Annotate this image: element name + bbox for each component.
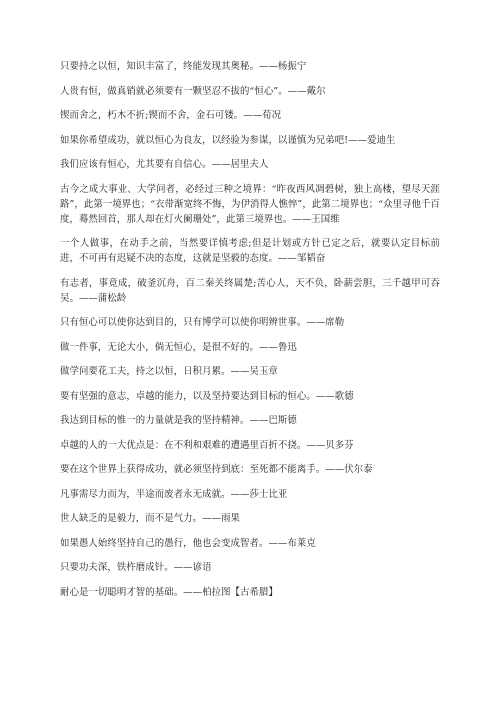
quote-paragraph: 耐心是一切聪明才智的基础。——柏拉图【古希腊】 bbox=[60, 586, 278, 598]
quote-paragraph: 做学问要花工夫，持之以恒，日积月累。——吴玉章 bbox=[60, 366, 278, 377]
quote-paragraph: 只要功夫深，铁杵磨成针。——谚语 bbox=[60, 562, 212, 573]
quote-paragraph: 有志者，事竟成，破釜沉舟，百二秦关终属楚;苦心人，天不负，卧薪尝胆，三千越甲可吞吴。——蒲松龄 bbox=[60, 277, 440, 304]
quote-paragraph: 要有坚强的意志，卓越的能力，以及坚持要达到目标的恒心。——歌德 bbox=[60, 390, 354, 402]
quote-paragraph: 卓越的人的一大优点是：在不利和艰难的遭遇里百折不挠。——贝多芬 bbox=[60, 439, 354, 451]
quote-paragraph: 只有恒心可以使你达到目的，只有博学可以使你明辨世事。——席勒 bbox=[60, 317, 345, 328]
quote-paragraph: 我达到目标的惟一的力量就是我的坚持精神。——巴斯德 bbox=[60, 415, 297, 426]
quote-paragraph: 世人缺乏的是毅力，而不是气力。——雨果 bbox=[60, 513, 241, 524]
quote-paragraph: 古今之成大事业、大学问者，必经过三种之境界：“昨夜西风凋碧树，独上高楼，望尽天涯路”，此第一境界也；“衣带渐宽终不悔，为伊消得人憔悴”，此第二境界也；“众里寻他千百度，蓦然回首，那人却在灯火阑珊处”，此第三境界也。——王国维 bbox=[60, 183, 440, 225]
quote-paragraph: 如果愚人始终坚持自己的愚行，他也会变成智者。——布莱克 bbox=[60, 537, 316, 549]
quote-paragraph: 锲而舍之，朽木不折;锲而不舍，金石可镂。——荀况 bbox=[60, 110, 282, 121]
quote-paragraph: 做一件事，无论大小，倘无恒心，是很不好的。——鲁迅 bbox=[60, 341, 297, 353]
quote-paragraph: 一个人做事，在动手之前，当然要详慎考虑;但是计划或方针已定之后，就要认定目标前进，不可再有迟疑不决的态度，这就是坚毅的态度。——邹韬奋 bbox=[60, 238, 440, 264]
quote-paragraph: 凡事需尽力而为，半途而废者永无成就。——莎士比亚 bbox=[60, 488, 288, 500]
quote-paragraph: 只要持之以恒，知识丰富了，终能发现其奥秘。——杨振宁 bbox=[60, 61, 307, 72]
quote-paragraph: 我们应该有恒心，尤其要有自信心。——居里夫人 bbox=[60, 159, 269, 170]
document-body bbox=[60, 59, 440, 609]
quote-paragraph: 人贵有恒，做真销就必须要有一颗坚忍不拔的“恒心”。——戴尔 bbox=[60, 85, 326, 97]
quote-paragraph: 如果你希望成功，就以恒心为良友，以经验为参谋，以谨慎为兄弟吧!——爱迪生 bbox=[60, 134, 396, 146]
quote-paragraph: 要在这个世界上获得成功，就必须坚持到底：至死都不能离手。——伏尔泰 bbox=[60, 464, 373, 475]
